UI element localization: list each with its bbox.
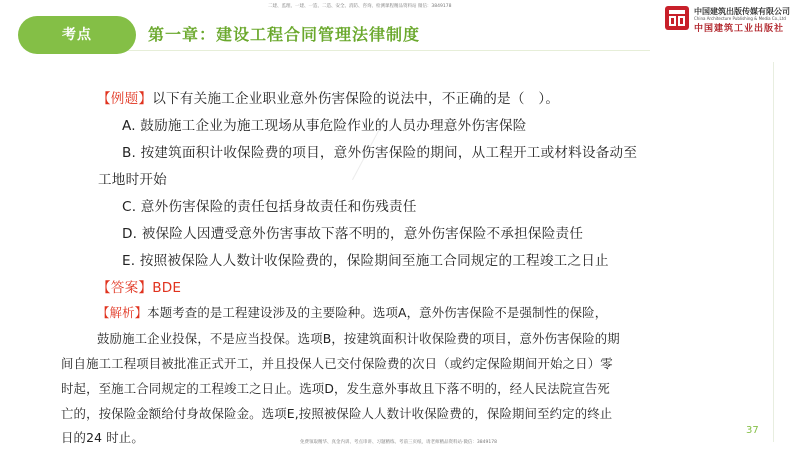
analysis-line-6: 日的24 时止。 (61, 430, 144, 445)
answer-line (97, 276, 181, 296)
question-stem: 以下有关施工企业职业意外伤害保险的说法中，不正确的是（ ）。 (152, 91, 560, 107)
analysis-line-5: 亡的，按保险金额给付身故保险金。选项E,按照被保险人人数计收保险费的，保险期间至约定的终止 (61, 406, 613, 421)
chapter-title: 第一章：建设工程合同管理法律制度 (148, 25, 421, 44)
analysis-line-1 (97, 303, 607, 321)
bottom-note: 免费领取精华、真金内训、考点串讲、习题精练、考前三页纸，请老师精品资料站·微信：3849178 (300, 440, 497, 445)
option-b: B. 按建筑面积计收保险费的项目，意外伤害保险的期间，从工程开工或材料设备动至 (122, 145, 638, 161)
topic-badge: 考点 (18, 16, 136, 54)
question-stem-line (97, 87, 559, 107)
analysis-line-4: 时起，至施工合同规定的工程竣工之日止。选项D，发生意外事故且下落不明的，经人民法院宣告死 (61, 381, 610, 396)
answer-value: BDE (152, 280, 182, 296)
option-b-continued: 工地时开始 (98, 172, 167, 188)
option-c: C. 意外伤害保险的责任包括身故责任和伤残责任 (122, 199, 417, 215)
analysis-tag: 【解析】 (97, 305, 148, 320)
analysis-line-2: 鼓励施工企业投保，不是应当投保。选项B，按建筑面积计收保险费的项目，意外伤害保险的期 (97, 331, 620, 346)
top-note: 二建、监理、一建、一造、二造、安全、消防、咨询、检测课程精品资料站 微信：3849178 (268, 4, 452, 9)
publisher-name-en: China Architecture Publishing & Media Co.,Ltd (694, 16, 786, 21)
analysis-line-3: 间自施工工程项目被批准正式开工，并且投保人已交付保险费的次日（或约定保险期间开始之日）零 (61, 356, 613, 371)
page-number: 37 (746, 425, 759, 436)
option-a: A. 鼓励施工企业为施工现场从事危险作业的人员办理意外伤害保险 (122, 118, 527, 134)
answer-tag: 【答案】 (97, 280, 153, 296)
publisher-name-cn: 中国建筑出版传媒有限公司 (694, 7, 790, 16)
option-e: E. 按照被保险人人数计收保险费的，保险期间至施工合同规定的工程竣工之日止 (122, 253, 609, 269)
publisher-name-cn-2: 中国建筑工业出版社 (694, 24, 785, 34)
option-d: D. 被保险人因遭受意外伤害事故下落不明的，意外伤害保险不承担保险责任 (122, 226, 584, 242)
analysis-text-1: 本题考查的是工程建设涉及的主要险种。选项A，意外伤害保险不是强制性的保险， (147, 305, 608, 320)
question-tag: 【例题】 (97, 91, 153, 107)
